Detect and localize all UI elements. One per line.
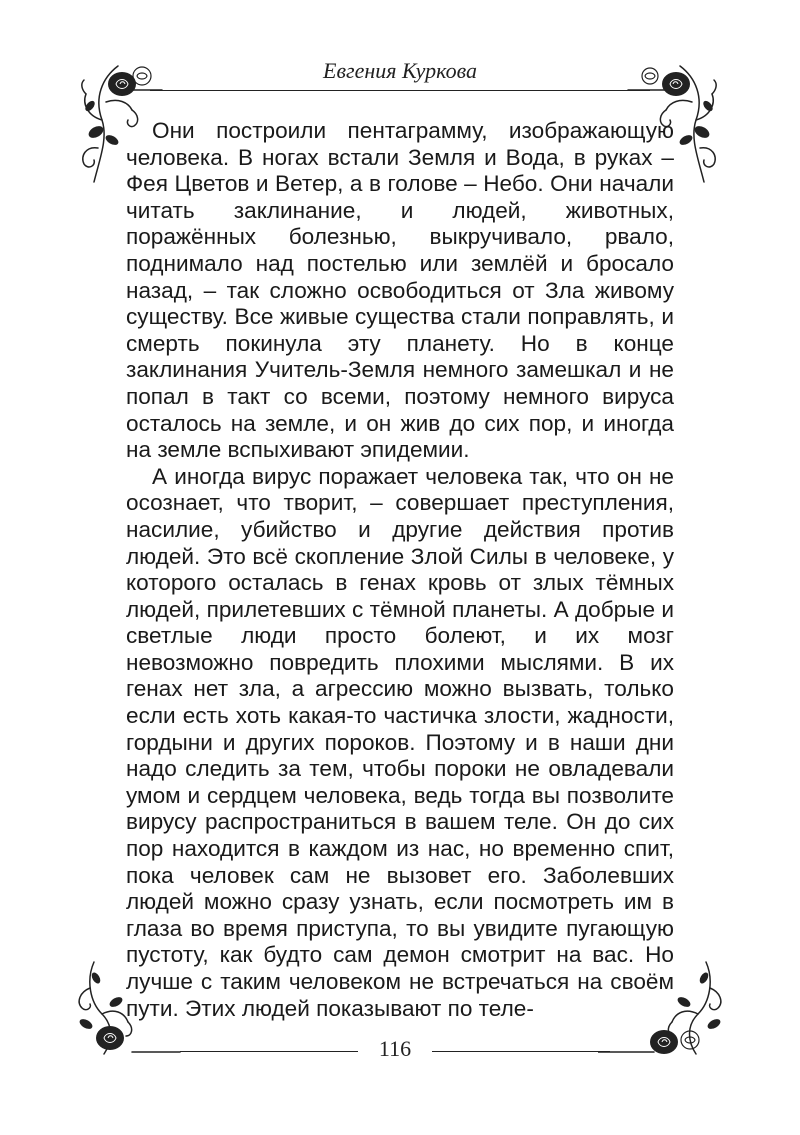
paragraph: Они построили пентаграмму, изображающую человека. В ногах встали Земля и Вода, в руках – Фея Цветов и Ветер, а в голове – Небо. Они начали читать заклинание, и людей, животных, поражённых болезнью, выкручивало, рвало, поднимало над постелью или землёй и бросало назад, – так сложно освободиться от Зла живому существу. Все живые существа стали поправлять, и смерть покинула эту планету. Но в конце заклинания Учитель-Земля немного замешкал и не попал в такт со всеми, поэтому немного вируса осталось на земле, и он жив до сих пор, и иногда на земле вспыхивают эпидемии. [126, 118, 674, 463]
footer-rule-right [432, 1051, 610, 1052]
paragraph: А иногда вирус поражает человека так, что он не осознает, что творит, – совершает преступления, насилие, убийство и другие действия против людей. Это всё скопление Злой Силы в человеке, у которого осталась в генах кровь от злых тёмных людей, прилетевших с тёмной планеты. А добрые и светлые люди просто болеют, и их мозг невозможно повредить плохими мыслями. В их генах нет зла, а агрессию можно вызвать, только если есть хоть какая-то частичка злости, жадности, гордыни и других пороков. Поэтому и в наши дни надо следить за тем, чтобы пороки не овладевали умом и сердцем человека, ведь тогда вы позволите вирусу распространиться в вашем теле. Он до сих пор находится в каждом из нас, но временно спит, пока человек сам не вызовет его. Заболевших людей можно сразу узнать, если посмотреть им в глаза во время приступа, то вы увидите пугающую пустоту, как будто сам демон смотрит на вас. Но лучше с таким человеком не встречаться на своём пути. Этих людей показывают по теле- [126, 463, 674, 1021]
page-number: 116 [378, 1036, 412, 1061]
running-header-author: Евгения Куркова [323, 58, 477, 83]
bottom-left-rose-ornament-icon [72, 958, 182, 1068]
footer-rule-left [180, 1051, 358, 1052]
header-rule [150, 90, 650, 91]
body-text [126, 118, 674, 1022]
bottom-right-rose-ornament-icon [598, 958, 728, 1068]
